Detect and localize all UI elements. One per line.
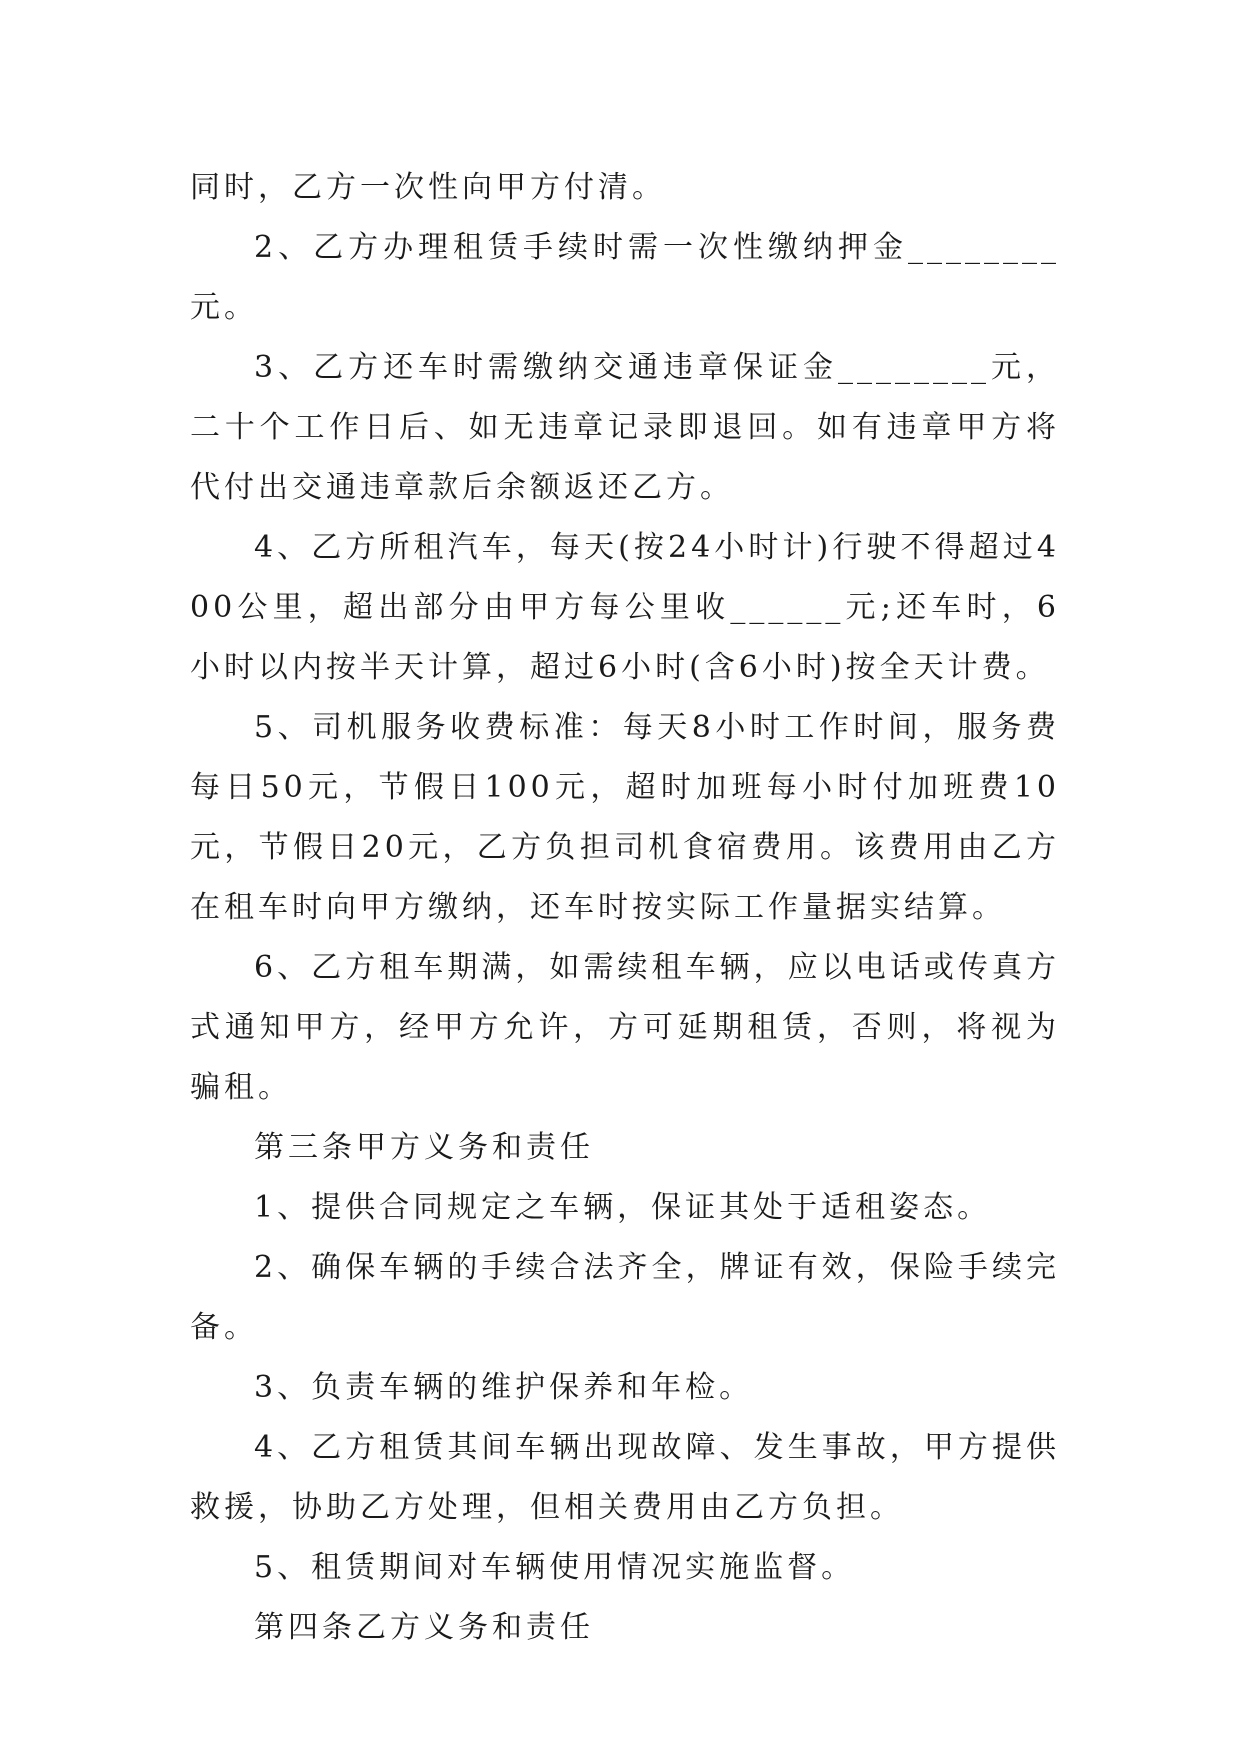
document-body [190, 158, 1060, 1658]
paragraph-payment-settlement: 同时，乙方一次性向甲方付清。 [190, 170, 666, 205]
paragraph-provide-vehicle: 1、提供合同规定之车辆，保证其处于适租姿态。 [254, 1190, 992, 1225]
paragraph-supervision: 5、租赁期间对车辆使用情况实施监督。 [254, 1550, 856, 1585]
paragraph-mileage-limit: 4、乙方所租汽车，每天(按24小时计)行驶不得超过400公里，超出部分由甲方每公里收______元;还车时，6小时以内按半天计算，超过6小时(含6小时)按全天计费。 [190, 530, 1060, 685]
section-heading-article-3: 第三条甲方义务和责任 [254, 1130, 594, 1165]
paragraph-lease-extension: 6、乙方租车期满，如需续租车辆，应以电话或传真方式通知甲方，经甲方允许，方可延期租赁，否则，将视为骗租。 [190, 950, 1060, 1105]
section-heading-article-4: 第四条乙方义务和责任 [254, 1610, 594, 1645]
paragraph-violation-deposit: 3、乙方还车时需缴纳交通违章保证金________元，二十个工作日后、如无违章记录即退回。如有违章甲方将代付出交通违章款后余额返还乙方。 [190, 350, 1060, 505]
paragraph-breakdown-assistance: 4、乙方租赁其间车辆出现故障、发生事故，甲方提供救援，协助乙方处理，但相关费用由乙方负担。 [190, 1430, 1060, 1525]
paragraph-vehicle-documents: 2、确保车辆的手续合法齐全，牌证有效，保险手续完备。 [190, 1250, 1060, 1345]
paragraph-deposit: 2、乙方办理租赁手续时需一次性缴纳押金________元。 [190, 230, 1060, 325]
paragraph-driver-fees: 5、司机服务收费标准：每天8小时工作时间，服务费每日50元，节假日100元，超时加班每小时付加班费10元，节假日20元，乙方负担司机食宿费用。该费用由乙方在租车时向甲方缴纳，还车时按实际工作量据实结算。 [190, 710, 1060, 925]
paragraph-maintenance: 3、负责车辆的维护保养和年检。 [254, 1370, 754, 1405]
